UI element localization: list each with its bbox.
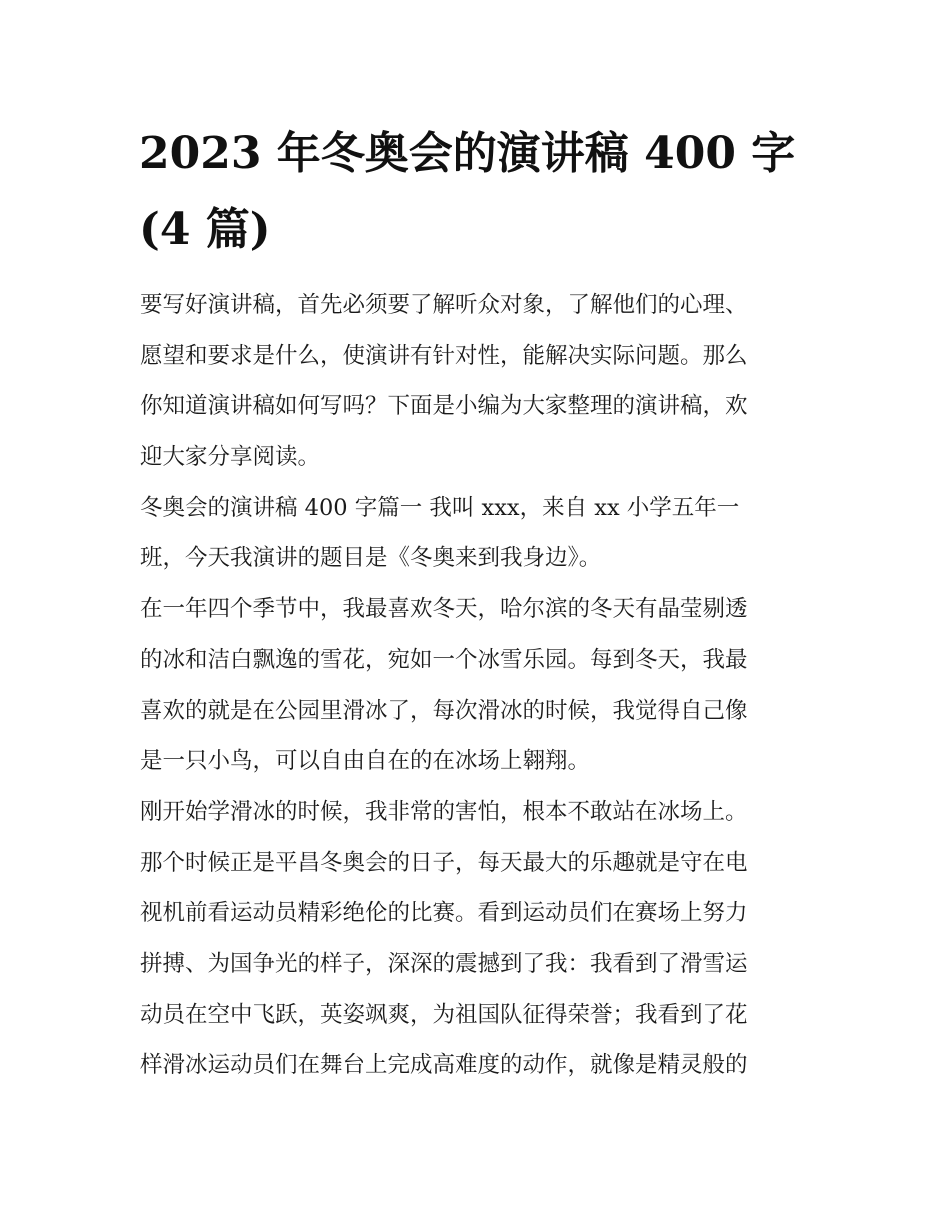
- body-line: 视机前看运动员精彩绝伦的比赛。看到运动员们在赛场上努力: [140, 900, 748, 927]
- body-line: 要写好演讲稿，首先必须要了解听众对象，了解他们的心理、: [140, 292, 748, 318]
- body-line: 你知道演讲稿如何写吗？下面是小编为大家整理的演讲稿，欢: [140, 393, 748, 420]
- title-line: (4 篇): [139, 204, 271, 255]
- body-line: 刚开始学滑冰的时候，我非常的害怕，根本不敢站在冰场上。: [140, 798, 748, 825]
- body-line: 在一年四个季节中，我最喜欢冬天，哈尔滨的冬天有晶莹剔透: [140, 596, 748, 623]
- body-line: 班，今天我演讲的题目是《冬奥来到我身边》。: [140, 545, 602, 572]
- body-line: 拼搏、为国争光的样子，深深的震撼到了我：我看到了滑雪运: [140, 950, 748, 977]
- title-line: 2023 年冬奥会的演讲稿 400 字: [139, 128, 796, 179]
- body-line: 迎大家分享阅读。: [140, 444, 321, 471]
- body-line: 喜欢的就是在公园里滑冰了，每次滑冰的时候，我觉得自己像: [140, 697, 748, 724]
- body-line: 的冰和洁白飘逸的雪花，宛如一个冰雪乐园。每到冬天，我最: [140, 646, 748, 673]
- body-line: 冬奥会的演讲稿 400 字篇一 我叫 xxx，来自 xx 小学五年一: [140, 494, 740, 521]
- body-line: 是一只小鸟，可以自由自在的在冰场上翱翔。: [140, 748, 591, 775]
- document-body: [140, 280, 812, 1091]
- document-title: [139, 116, 819, 268]
- body-line: 那个时候正是平昌冬奥会的日子，每天最大的乐趣就是守在电: [140, 849, 748, 876]
- body-line: 愿望和要求是什么，使演讲有针对性，能解决实际问题。那么: [140, 342, 748, 369]
- body-line: 动员在空中飞跃，英姿飒爽，为祖国队征得荣誉；我看到了花: [140, 1001, 748, 1028]
- body-line: 样滑冰运动员们在舞台上完成高难度的动作，就像是精灵般的: [140, 1052, 748, 1079]
